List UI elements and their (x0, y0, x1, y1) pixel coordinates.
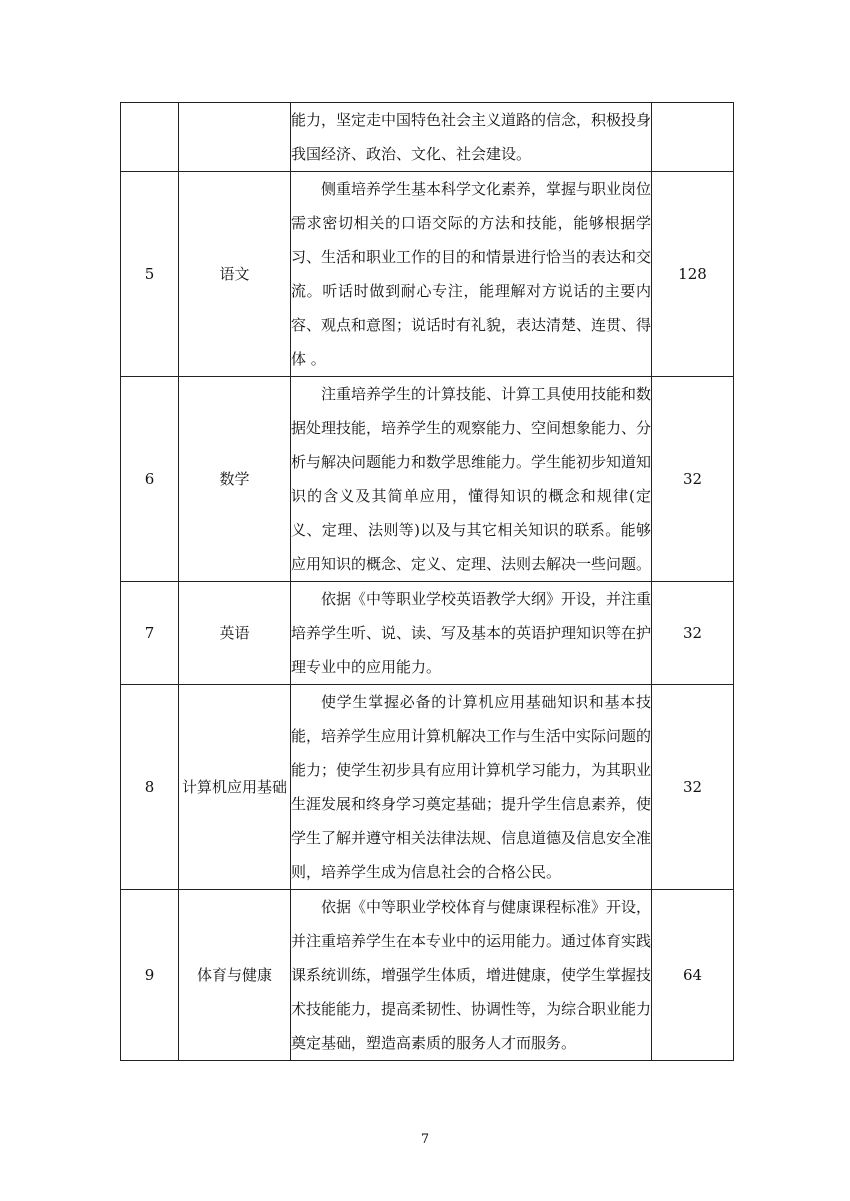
table-row (121, 377, 734, 582)
course-name: 数学 (179, 377, 291, 582)
row-number (121, 103, 179, 172)
course-description-text: 注重培养学生的计算技能、计算工具使用技能和数据处理技能，培养学生的观察能力、空间想象能力、分析与解决问题能力和数学思维能力。学生能初步知道知识的含义及其简单应用，懂得知识的概念和规律(定义、定理、法则等)以及与其它相关知识的联系。能够应用知识的概念、定义、定理、法则去解决一些问题。 (291, 385, 652, 573)
row-number: 5 (121, 172, 179, 377)
table-row (121, 890, 734, 1061)
course-description (291, 103, 652, 172)
course-name (179, 103, 291, 172)
row-number: 9 (121, 890, 179, 1061)
course-name: 体育与健康 (179, 890, 291, 1061)
table-row (121, 103, 734, 172)
course-description-text: 依据《中等职业学校体育与健康课程标准》开设，并注重培养学生在本专业中的运用能力。通过体育实践课系统训练，增强学生体质，增进健康，使学生掌握技术技能能力，提高柔韧性、协调性等，为综合职业能力奠定基础，塑造高素质的服务人才而服务。 (291, 898, 652, 1052)
course-description (291, 582, 652, 685)
course-hours: 32 (652, 582, 734, 685)
course-hours: 32 (652, 685, 734, 890)
course-hours: 128 (652, 172, 734, 377)
table-row (121, 685, 734, 890)
course-description (291, 377, 652, 582)
course-hours: 64 (652, 890, 734, 1061)
course-hours (652, 103, 734, 172)
course-hours: 32 (652, 377, 734, 582)
course-description (291, 172, 652, 377)
course-description-text: 侧重培养学生基本科学文化素养，掌握与职业岗位需求密切相关的口语交际的方法和技能，能够根据学习、生活和职业工作的目的和情景进行恰当的表达和交流。听话时做到耐心专注，能理解对方说话的主要内容、观点和意图；说话时有礼貌，表达清楚、连贯、得 体 。 (291, 180, 652, 368)
course-description-text: 使学生掌握必备的计算机应用基础知识和基本技能，培养学生应用计算机解决工作与生活中实际问题的能力；使学生初步具有应用计算机学习能力，为其职业生涯发展和终身学习奠定基础；提升学生信息素养，使学生了解并遵守相关法律法规、信息道德及信息安全准则，培养学生成为信息社会的合格公民。 (291, 693, 652, 881)
course-table (120, 102, 734, 1061)
table-row (121, 172, 734, 377)
course-name: 计算机应用基础 (179, 685, 291, 890)
course-description (291, 890, 652, 1061)
course-description (291, 685, 652, 890)
page-number: 7 (420, 1132, 430, 1147)
row-number: 8 (121, 685, 179, 890)
course-description-text: 依据《中等职业学校英语教学大纲》开设，并注重培养学生听、说、读、写及基本的英语护理知识等在护理专业中的应用能力。 (291, 590, 652, 676)
row-number: 6 (121, 377, 179, 582)
course-description-text: 能力，坚定走中国特色社会主义道路的信念，积极投身我国经济、政治、文化、社会建设。 (291, 111, 652, 163)
course-name: 英语 (179, 582, 291, 685)
table-row (121, 582, 734, 685)
course-name: 语文 (179, 172, 291, 377)
row-number: 7 (121, 582, 179, 685)
